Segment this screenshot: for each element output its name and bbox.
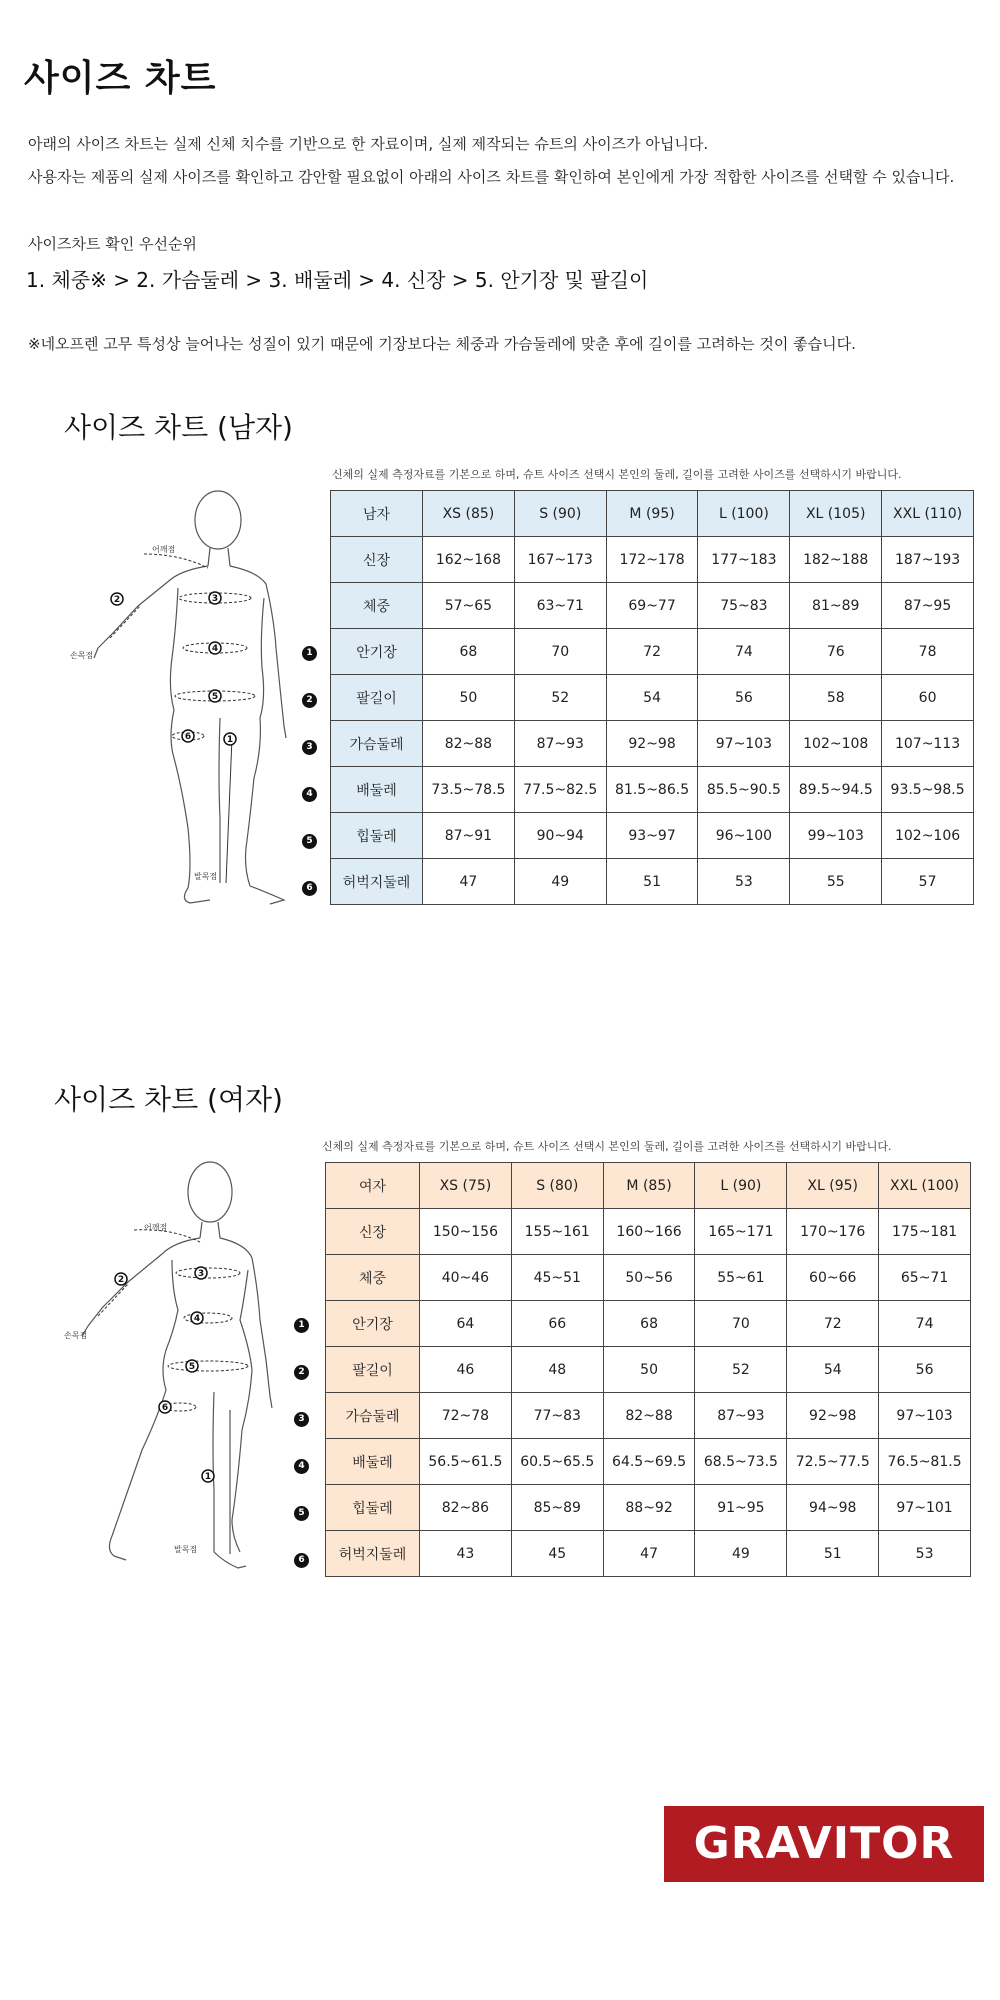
men-marker-6: 6: [184, 732, 192, 742]
women-marker-2: 2: [117, 1275, 125, 1285]
table-cell: 85~89: [511, 1485, 603, 1531]
women-marker-1: 1: [204, 1472, 212, 1482]
men-marker-5: 5: [211, 692, 219, 702]
table-cell: 48: [511, 1347, 603, 1393]
table-cell: 66: [511, 1301, 603, 1347]
table-cell: 97~103: [879, 1393, 971, 1439]
table-cell: 187~193: [882, 537, 974, 583]
table-cell: 75~83: [698, 583, 790, 629]
table-cell: 96~100: [698, 813, 790, 859]
table-cell: 162~168: [423, 537, 515, 583]
women-body-figure: [62, 1160, 302, 1600]
table-cell: 57~65: [423, 583, 515, 629]
table-cell: 97~103: [698, 721, 790, 767]
table-row: [331, 813, 974, 859]
table-cell: 99~103: [790, 813, 882, 859]
women-marker-3: 3: [197, 1269, 205, 1279]
table-row: [331, 767, 974, 813]
logo-text: GRAVITOR: [693, 1818, 955, 1869]
header-cell: XS (75): [420, 1163, 512, 1209]
women-row-marker: 1: [294, 1318, 309, 1333]
header-cell: XL (95): [787, 1163, 879, 1209]
row-label: 안기장: [331, 629, 423, 675]
table-cell: 172~178: [606, 537, 698, 583]
header-cell: S (80): [511, 1163, 603, 1209]
header-cell: XXL (100): [879, 1163, 971, 1209]
men-chart-note: 신체의 실제 측정자료를 기본으로 하며, 슈트 사이즈 선택시 본인의 둘레, 길이를 고려한 사이즈를 선택하시기 바랍니다.: [332, 468, 902, 481]
table-cell: 47: [603, 1531, 695, 1577]
row-label: 가슴둘레: [331, 721, 423, 767]
table-cell: 49: [695, 1531, 787, 1577]
table-cell: 70: [514, 629, 606, 675]
table-cell: 74: [879, 1301, 971, 1347]
table-row: [326, 1531, 971, 1577]
row-label: 허벅지둘레: [331, 859, 423, 905]
men-row-marker: 6: [302, 881, 317, 896]
table-cell: 60.5~65.5: [511, 1439, 603, 1485]
women-size-table: [325, 1162, 971, 1577]
header-cell: S (90): [514, 491, 606, 537]
table-cell: 54: [606, 675, 698, 721]
row-label: 체중: [331, 583, 423, 629]
table-cell: 46: [420, 1347, 512, 1393]
table-cell: 182~188: [790, 537, 882, 583]
women-chart-note: 신체의 실제 측정자료를 기본으로 하며, 슈트 사이즈 선택시 본인의 둘레, 길이를 고려한 사이즈를 선택하시기 바랍니다.: [322, 1140, 892, 1153]
table-row: [331, 859, 974, 905]
table-header-row: [331, 491, 974, 537]
women-shoulder-point: 어깨점: [144, 1223, 168, 1232]
neoprene-note: ※네오프렌 고무 특성상 늘어나는 성질이 있기 때문에 기장보다는 체중과 가슴둘레에 맞춘 후에 길이를 고려하는 것이 좋습니다.: [28, 335, 856, 353]
table-cell: 160~166: [603, 1209, 695, 1255]
men-size-table: [330, 490, 974, 905]
table-cell: 60: [882, 675, 974, 721]
table-cell: 55~61: [695, 1255, 787, 1301]
men-marker-2: 2: [113, 595, 121, 605]
priority-label: 사이즈차트 확인 우선순위: [28, 235, 197, 253]
table-cell: 102~106: [882, 813, 974, 859]
women-marker-6: 6: [161, 1403, 169, 1413]
table-row: [326, 1439, 971, 1485]
table-cell: 69~77: [606, 583, 698, 629]
table-cell: 72~78: [420, 1393, 512, 1439]
table-cell: 77~83: [511, 1393, 603, 1439]
table-row: [331, 721, 974, 767]
table-row: [331, 675, 974, 721]
table-cell: 77.5~82.5: [514, 767, 606, 813]
table-cell: 155~161: [511, 1209, 603, 1255]
header-cell: XXL (110): [882, 491, 974, 537]
table-cell: 87~95: [882, 583, 974, 629]
table-cell: 93~97: [606, 813, 698, 859]
table-cell: 87~93: [695, 1393, 787, 1439]
table-cell: 97~101: [879, 1485, 971, 1531]
table-cell: 50~56: [603, 1255, 695, 1301]
men-section-title: 사이즈 차트 (남자): [64, 411, 293, 444]
table-cell: 92~98: [606, 721, 698, 767]
men-shoulder-point: 어깨점: [152, 545, 176, 554]
table-cell: 56: [698, 675, 790, 721]
header-cell: L (100): [698, 491, 790, 537]
table-cell: 89.5~94.5: [790, 767, 882, 813]
table-cell: 47: [423, 859, 515, 905]
table-cell: 81~89: [790, 583, 882, 629]
table-cell: 167~173: [514, 537, 606, 583]
table-row: [326, 1347, 971, 1393]
table-cell: 60~66: [787, 1255, 879, 1301]
table-cell: 102~108: [790, 721, 882, 767]
table-cell: 70: [695, 1301, 787, 1347]
table-cell: 82~88: [603, 1393, 695, 1439]
row-label: 힙둘레: [326, 1485, 420, 1531]
table-row: [326, 1485, 971, 1531]
table-cell: 64: [420, 1301, 512, 1347]
priority-steps: 1. 체중※ > 2. 가슴둘레 > 3. 배둘레 > 4. 신장 > 5. 안기장 및 팔길이: [26, 268, 649, 292]
table-cell: 51: [606, 859, 698, 905]
intro-line-2: 사용자는 제품의 실제 사이즈를 확인하고 감안할 필요없이 아래의 사이즈 차트를 확인하여 본인에게 가장 적합한 사이즈를 선택할 수 있습니다.: [28, 168, 955, 186]
table-row: [326, 1393, 971, 1439]
women-row-marker: 4: [294, 1459, 309, 1474]
header-cell: 남자: [331, 491, 423, 537]
table-cell: 49: [514, 859, 606, 905]
table-cell: 57: [882, 859, 974, 905]
table-cell: 91~95: [695, 1485, 787, 1531]
row-label: 신장: [331, 537, 423, 583]
men-row-marker: 1: [302, 646, 317, 661]
men-row-marker: 4: [302, 787, 317, 802]
table-cell: 40~46: [420, 1255, 512, 1301]
table-cell: 92~98: [787, 1393, 879, 1439]
table-cell: 94~98: [787, 1485, 879, 1531]
table-cell: 85.5~90.5: [698, 767, 790, 813]
men-row-marker: 5: [302, 834, 317, 849]
table-cell: 107~113: [882, 721, 974, 767]
men-marker-1: 1: [226, 735, 234, 745]
table-cell: 58: [790, 675, 882, 721]
table-cell: 53: [698, 859, 790, 905]
table-row: [331, 537, 974, 583]
table-cell: 177~183: [698, 537, 790, 583]
table-cell: 76: [790, 629, 882, 675]
men-body-figure: [70, 488, 310, 918]
table-cell: 45: [511, 1531, 603, 1577]
table-row: [331, 583, 974, 629]
header-cell: XS (85): [423, 491, 515, 537]
men-marker-3: 3: [211, 594, 219, 604]
women-section-title: 사이즈 차트 (여자): [54, 1083, 283, 1116]
header-cell: XL (105): [790, 491, 882, 537]
table-cell: 65~71: [879, 1255, 971, 1301]
women-row-marker: 3: [294, 1412, 309, 1427]
table-cell: 56.5~61.5: [420, 1439, 512, 1485]
table-cell: 72.5~77.5: [787, 1439, 879, 1485]
table-cell: 87~93: [514, 721, 606, 767]
row-label: 배둘레: [326, 1439, 420, 1485]
table-row: [326, 1301, 971, 1347]
women-marker-4: 4: [193, 1314, 201, 1324]
table-cell: 150~156: [420, 1209, 512, 1255]
men-marker-4: 4: [211, 644, 219, 654]
header-cell: M (85): [603, 1163, 695, 1209]
table-cell: 56: [879, 1347, 971, 1393]
table-cell: 82~88: [423, 721, 515, 767]
men-ankle-point: 발목점: [194, 872, 218, 881]
row-label: 체중: [326, 1255, 420, 1301]
row-label: 팔길이: [326, 1347, 420, 1393]
table-cell: 54: [787, 1347, 879, 1393]
table-cell: 55: [790, 859, 882, 905]
table-cell: 52: [514, 675, 606, 721]
intro-line-1: 아래의 사이즈 차트는 실제 신체 치수를 기반으로 한 자료이며, 실제 제작되는 슈트의 사이즈가 아닙니다.: [28, 135, 709, 153]
table-row: [326, 1255, 971, 1301]
table-cell: 68: [423, 629, 515, 675]
men-wrist-point: 손목점: [70, 651, 94, 660]
gravitor-logo: [664, 1806, 984, 1882]
women-wrist-point: 손목점: [64, 1331, 88, 1340]
table-cell: 50: [423, 675, 515, 721]
table-cell: 72: [787, 1301, 879, 1347]
table-cell: 52: [695, 1347, 787, 1393]
women-row-marker: 2: [294, 1365, 309, 1380]
table-cell: 165~171: [695, 1209, 787, 1255]
row-label: 안기장: [326, 1301, 420, 1347]
table-cell: 64.5~69.5: [603, 1439, 695, 1485]
table-cell: 76.5~81.5: [879, 1439, 971, 1485]
table-cell: 51: [787, 1531, 879, 1577]
row-label: 힙둘레: [331, 813, 423, 859]
row-label: 가슴둘레: [326, 1393, 420, 1439]
table-cell: 175~181: [879, 1209, 971, 1255]
table-cell: 72: [606, 629, 698, 675]
table-cell: 82~86: [420, 1485, 512, 1531]
table-cell: 170~176: [787, 1209, 879, 1255]
women-marker-5: 5: [188, 1362, 196, 1372]
table-cell: 88~92: [603, 1485, 695, 1531]
table-cell: 45~51: [511, 1255, 603, 1301]
table-header-row: [326, 1163, 971, 1209]
row-label: 배둘레: [331, 767, 423, 813]
table-cell: 68.5~73.5: [695, 1439, 787, 1485]
women-ankle-point: 발목점: [174, 1545, 198, 1554]
table-cell: 81.5~86.5: [606, 767, 698, 813]
page-title: 사이즈 차트: [24, 58, 217, 99]
table-cell: 87~91: [423, 813, 515, 859]
table-cell: 43: [420, 1531, 512, 1577]
table-cell: 63~71: [514, 583, 606, 629]
row-label: 팔길이: [331, 675, 423, 721]
table-row: [331, 629, 974, 675]
women-row-marker: 5: [294, 1506, 309, 1521]
women-row-marker: 6: [294, 1553, 309, 1568]
table-cell: 93.5~98.5: [882, 767, 974, 813]
table-cell: 73.5~78.5: [423, 767, 515, 813]
header-cell: 여자: [326, 1163, 420, 1209]
header-cell: L (90): [695, 1163, 787, 1209]
table-cell: 74: [698, 629, 790, 675]
table-cell: 53: [879, 1531, 971, 1577]
header-cell: M (95): [606, 491, 698, 537]
row-label: 신장: [326, 1209, 420, 1255]
table-row: [326, 1209, 971, 1255]
men-row-marker: 2: [302, 693, 317, 708]
table-cell: 90~94: [514, 813, 606, 859]
table-cell: 78: [882, 629, 974, 675]
men-row-marker: 3: [302, 740, 317, 755]
row-label: 허벅지둘레: [326, 1531, 420, 1577]
table-cell: 50: [603, 1347, 695, 1393]
table-cell: 68: [603, 1301, 695, 1347]
